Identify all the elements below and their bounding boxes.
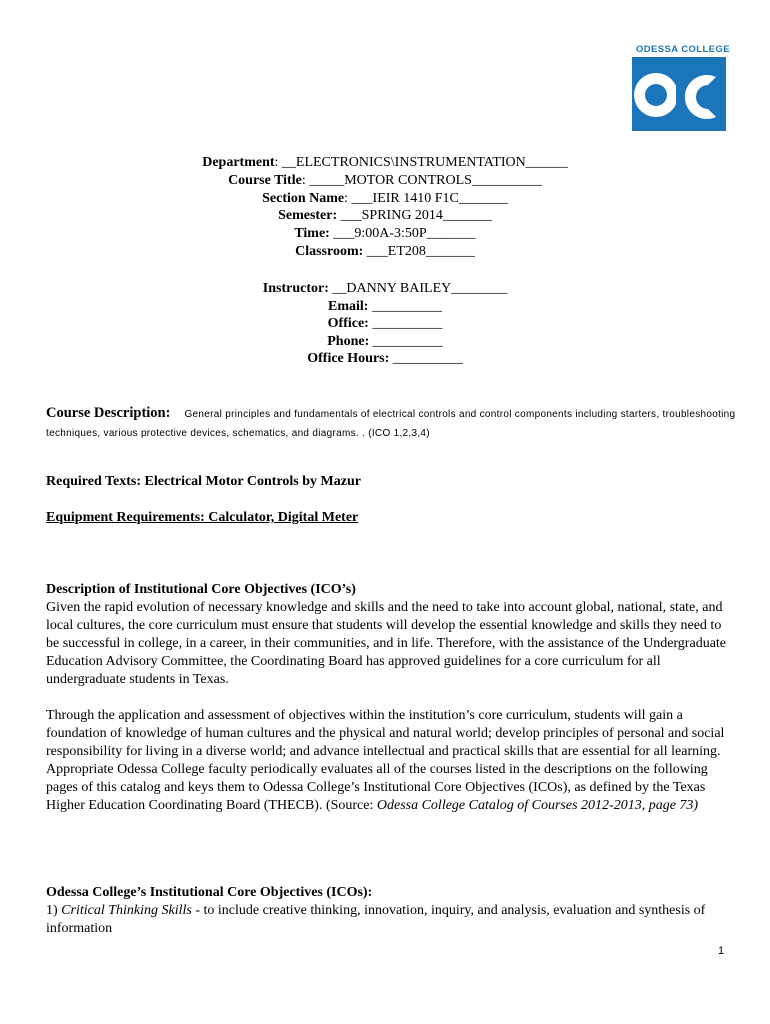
semester-label: Semester: <box>278 208 338 223</box>
course-description <box>46 404 736 443</box>
ico-description-paragraph-2 <box>46 707 736 815</box>
course-title-label: Course Title <box>228 173 302 188</box>
section-name-line: Section Name: ___IEIR 1410 F1C_______ <box>262 191 508 206</box>
page-number: 1 <box>718 945 725 957</box>
section-name-value: ___IEIR 1410 F1C_______ <box>351 191 508 206</box>
required-texts: Required Texts: Electrical Motor Controls by Mazur <box>46 474 361 489</box>
semester-value: ___SPRING 2014_______ <box>340 208 492 223</box>
time-line <box>0 225 770 243</box>
ico-list-heading: Odessa College’s Institutional Core Objectives (ICOs): <box>46 885 373 900</box>
email-label: Email: <box>328 299 369 314</box>
ico-description-paragraph-1: Given the rapid evolution of necessary knowledge and skills and the need to take into account global, national, state, and local cultures, the core curriculum must ensure that students will develop the essential knowledge and skills they need to be successful in college, in a career, in their communities, and in life. Therefore, with the assistance of the Undergraduate Education Advisory Committee, the Coordinating Board has approved guidelines for a core curriculum for all undergraduate students in Texas. <box>46 600 727 687</box>
office-hours-label: Office Hours: <box>307 351 390 366</box>
time-label: Time: <box>294 226 330 241</box>
classroom-label: Classroom: <box>295 244 364 259</box>
classroom-value: ___ET208_______ <box>366 244 475 259</box>
phone-value: __________ <box>372 334 443 349</box>
course-description-heading: Course Description: <box>46 405 171 421</box>
course-title-value: _____MOTOR CONTROLS__________ <box>309 173 542 188</box>
office-hours-line <box>0 350 770 368</box>
instructor-value: __DANNY BAILEY________ <box>332 281 508 296</box>
ico-item-1 <box>46 902 736 938</box>
email-line <box>0 298 770 316</box>
college-logo-text: ODESSA COLLEGE <box>636 44 730 55</box>
section-name-label: Section Name <box>262 191 345 206</box>
phone-label: Phone: <box>327 334 370 349</box>
ico-item-1-text: - to include creative thinking, innovation, inquiry, and analysis, evaluation and synthesis of information <box>46 903 706 936</box>
office-value: __________ <box>372 316 443 331</box>
instructor-line <box>0 280 770 298</box>
office-line <box>0 315 770 333</box>
email-value: __________ <box>371 299 442 314</box>
department-value: __ELECTRONICS\INSTRUMENTATION______ <box>281 155 568 170</box>
department-line: Department: __ELECTRONICS\INSTRUMENTATION______ <box>202 155 568 170</box>
ico-item-1-number: 1) <box>46 903 58 918</box>
course-title-line: Course Title: _____MOTOR CONTROLS__________ <box>228 173 542 188</box>
ico-list-section <box>46 884 736 938</box>
ico-paragraph-2-text: Through the application and assessment of objectives within the institution’s core curriculum, students will gain a foundation of knowledge of human cultures and the physical and natural world; develop principles of personal and social responsibility for living in a diverse world; and advance intellectual and practical skills that are essential for all learning. Appropriate Odessa College faculty periodically evaluates all of the courses listed in the descriptions on the following pages of this catalog and keys them to Odessa College’s Institutional Core Objectives (ICOs), as defined by the Texas Higher Education Coordinating Board (THECB). (Source: <box>46 708 725 813</box>
instructor-label: Instructor: <box>262 281 329 296</box>
semester-line <box>0 207 770 225</box>
office-label: Office: <box>327 316 369 331</box>
office-hours-value: __________ <box>392 351 463 366</box>
ico-item-1-title: Critical Thinking Skills <box>61 903 192 918</box>
department-label: Department <box>202 155 275 170</box>
logo-o-hole <box>645 84 667 106</box>
ico-description-heading: Description of Institutional Core Objectives (ICO’s) <box>46 582 356 597</box>
phone-line <box>0 333 770 351</box>
course-description-text: General principles and fundamentals of electrical controls and control components including starters, troubleshooting techniques, various protective devices, schematics, and diagrams. . (ICO 1,2,3,4) <box>46 409 736 439</box>
classroom-line <box>0 243 770 261</box>
time-value: ___9:00A-3:50P_______ <box>333 226 476 241</box>
college-logo <box>632 57 726 131</box>
ico-source-citation: Odessa College Catalog of Courses 2012-2013, page 73) <box>376 798 699 813</box>
ico-description-section <box>46 581 736 689</box>
logo-divider <box>676 57 679 131</box>
equipment-requirements: Equipment Requirements: Calculator, Digital Meter <box>46 510 359 525</box>
